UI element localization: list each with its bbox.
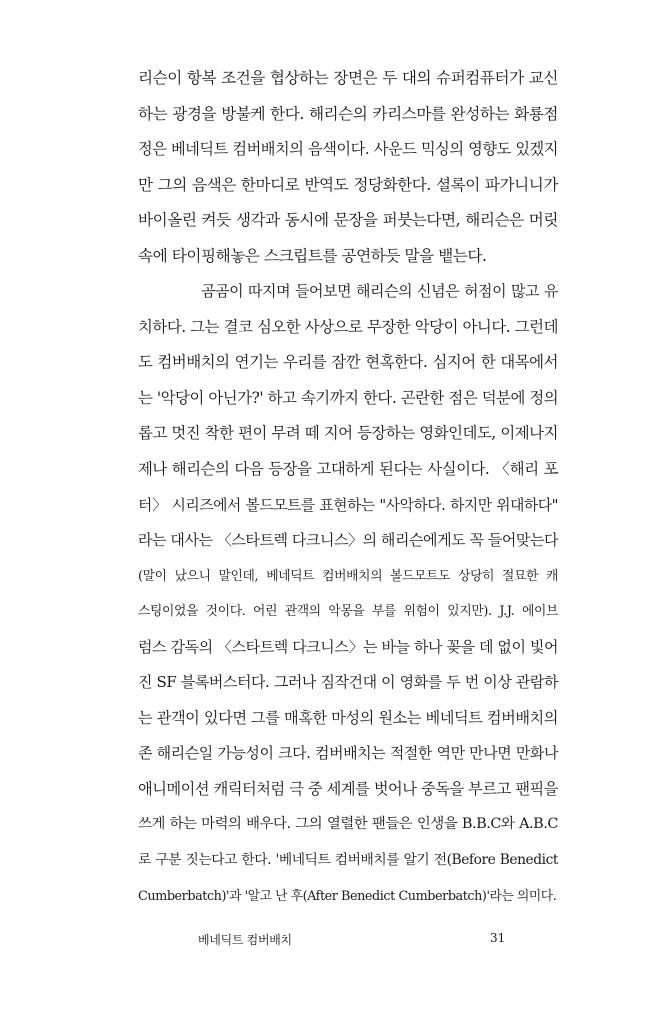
text-line: 바이올린 켜듯 생각과 동시에 문장을 퍼붓는다면, 해리슨은 머릿 — [138, 211, 558, 230]
text-line: 치하다. 그는 결코 심오한 사상으로 무장한 악당이 아니다. 그런데 — [138, 317, 558, 336]
text-line: 존 해리슨일 가능성이 크다. 컴버배치는 적절한 역만 만나면 만화나 — [138, 744, 558, 763]
text-line: 는 '악당이 아닌가?' 하고 속기까지 한다. 곤란한 점은 덕분에 정의 — [138, 388, 559, 407]
paragraph-start-line: 곰곰이 따지며 들어보면 해리슨의 신념은 허점이 많고 유 — [201, 282, 558, 301]
text-line: 는 관객이 있다면 그를 매혹한 마성의 원소는 베네딕트 컴버배치의 — [138, 708, 558, 727]
text-line: 리슨이 항복 조건을 협상하는 장면은 두 대의 슈퍼컴퓨터가 교신 — [138, 69, 558, 87]
text-line: 도 컴버배치의 연기는 우리를 잠깐 현혹한다. 심지어 한 대목에서 — [138, 353, 558, 372]
body-text — [138, 61, 558, 914]
text-line: 로 구분 짓는다고 한다. '베네딕트 컴버배치를 알기 전(Before Benedict — [138, 852, 558, 869]
running-footer-title: 베네딕트 컴버배치 — [198, 933, 292, 947]
text-line: 정은 베네딕트 컴버배치의 음색이다. 사운드 믹싱의 영향도 있겠지 — [138, 140, 558, 159]
text-line: Cumberbatch)'과 '알고 난 후(After Benedict Cumberbatch)'라는 의미다. — [138, 888, 557, 904]
text-line: 터〉 시리즈에서 볼드모트를 표현하는 "사악하다. 하지만 위대하다" — [138, 496, 558, 514]
text-line: 제나 해리슨의 다음 등장을 고대하게 된다는 사실이다. 〈해리 포 — [138, 460, 558, 479]
text-line: 롭고 멋진 착한 편이 무려 떼 지어 등장하는 영화인데도, 이제나지 — [138, 424, 558, 443]
page-number: 31 — [490, 931, 506, 945]
text-line: 스팅이었을 것이다. 어린 관객의 악몽을 부를 위험이 있지만). J.J. 에이브 — [138, 604, 558, 620]
text-line: 진 SF 블록버스터다. 그러나 짐작건대 이 영화를 두 번 이상 관람하 — [138, 673, 558, 692]
text-line: 쓰게 하는 마력의 배우다. 그의 열렬한 팬들은 인생을 B.B.C와 A.B.C — [138, 816, 558, 833]
text-line: 만 그의 음색은 한마디로 반역도 정당화한다. 셜록이 파가니니가 — [138, 175, 558, 194]
text-line: (말이 났으니 말인데, 베네딕트 컴버배치의 볼드모트도 상당히 절묘한 캐 — [138, 568, 558, 584]
text-line: 하는 광경을 방불케 한다. 해리슨의 카리스마를 완성하는 화룡점 — [138, 104, 558, 123]
text-line: 속에 타이핑해놓은 스크립트를 공연하듯 말을 뱉는다. — [138, 246, 487, 265]
text-line: 라는 대사는 〈스타트렉 다크니스〉의 해리슨에게도 꼭 들어맞는다 — [138, 531, 559, 550]
text-line: 럼스 감독의 〈스타트렉 다크니스〉는 바늘 하나 꽂을 데 없이 빛어 — [138, 637, 558, 656]
text-line: 애니메이션 캐릭터처럼 극 중 세계를 벗어나 중독을 부르고 팬픽을 — [138, 779, 558, 798]
